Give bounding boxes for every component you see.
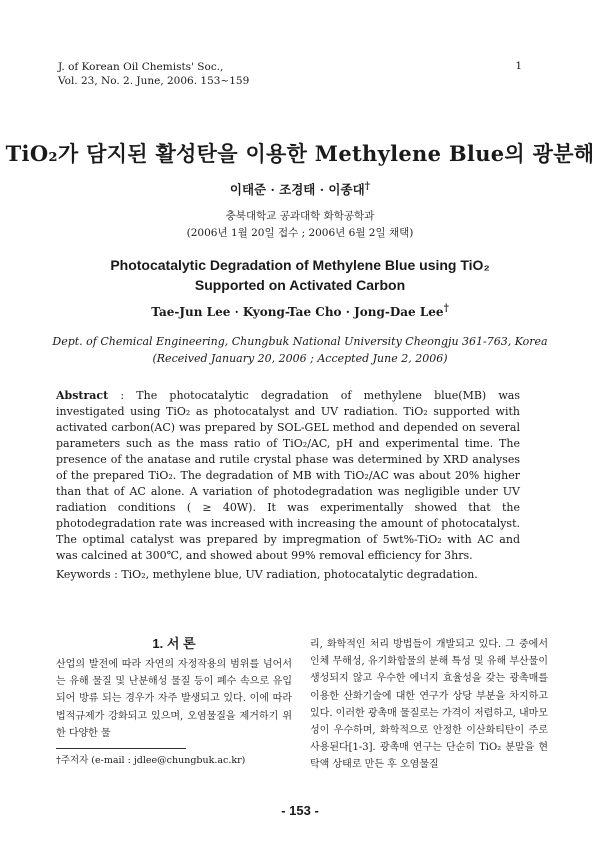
english-title-line1: Photocatalytic Degradation of Methylene Blue using TiO₂ [110,257,490,273]
korean-author-names: 이태준 · 조경태 · 이종대 [229,182,365,198]
korean-authors [0,180,600,198]
corresponding-mark: † [364,180,371,192]
korean-title: TiO₂가 담지된 활성탄을 이용한 Methylene Blue의 광분해 [5,141,595,166]
korean-affiliation [0,208,600,242]
english-author-names: Tae-Jun Lee · Kyong-Tae Cho · Jong-Dae Lee [151,305,444,319]
journal-volume: Vol. 23, No. 2. June, 2006. 153~159 [58,75,250,87]
english-authors [0,303,600,319]
english-title-line2: Supported on Activated Carbon [194,277,406,293]
english-dates: (Received January 20, 2006 ; Accepted June 2, 2006) [152,352,448,365]
journal-citation [58,60,249,88]
section-heading: 1. 서 론 [152,636,196,651]
korean-department: 충북대학교 공과대학 화학공학과 [225,210,375,222]
english-department: Dept. of Chemical Engineering, Chungbuk National University Cheongju 361-763, Korea [52,335,548,348]
abstract-label: Abstract [56,389,109,402]
english-affiliation [0,333,600,367]
english-title [0,255,600,295]
body-right-column: 리, 화학적인 처리 방법들이 개발되고 있다. 그 중에서 인체 무해성, 유기화합물의 분해 특성 및 유해 부산물이 생성되지 않고 우수한 에너지 효율성을 갖는 광촉매를 이용한 산화기술에 대한 연구가 상당 부분을 차지하고 있다. 이러한 광촉매 물질로는 가격이 저렴하고, 내마모성이 우수하며, 화학적으로 안정한 이산화티탄이 주로 사용된다[1-3]. 광촉매 연구는 단순히 TiO₂ 분말을 현탁액 상태로 만든 후 오염물질 [310,639,548,771]
keywords: Keywords : TiO₂, methylene blue, UV radiation, photocatalytic degradation. [56,568,478,581]
body-left-column: 산업의 발전에 따라 자연의 자정작용의 범위를 넘어서는 유해 물질 및 난분해성 물질 등이 폐수 속으로 유입되어 방류 되는 경우가 자주 발생되고 있다. 이에 따라 법적규제가 강화되고 있으며, 오염물질을 제거하기 위한 다양한 물 [56,659,292,739]
abstract-text: : The photocatalytic degradation of methylene blue(MB) was investigated using TiO₂ as photocatalyst and UV radiation. TiO₂ supported with activated carbon(AC) was prepared by SOL-GEL method and depended on several parameters such as the mass ratio of TiO₂/AC, pH and experimental time. The presence of the anatase and rutile crystal phase was determined by XRD analyses of the prepared TiO₂. The degradation of MB with TiO₂/AC was about 20% higher than that of AC alone. A variation of photodegradation was negligible under UV radiation conditions ( ≥ 40W). It was experimentally showed that the photodegradation rate was increased with increasing the amount of photocatalyst. The optimal catalyst was prepared by impregmation of 5wt%-TiO₂ with AC and was calcined at 300℃, and showed about 99% removal efficiency for 3hrs. [56,389,521,562]
footnote: †주저자 (e-mail : jdlee@chungbuk.ac.kr) [56,755,246,766]
footnote-divider [56,748,186,749]
abstract [56,388,520,564]
corner-page-number: 1 [515,60,522,72]
corresponding-mark-en: † [443,303,449,314]
journal-name: J. of Korean Oil Chemists' Soc., [58,61,224,73]
korean-dates: (2006년 1월 20일 접수 ; 2006년 6월 2일 채택) [186,227,414,239]
page-number: - 153 - [281,803,319,818]
